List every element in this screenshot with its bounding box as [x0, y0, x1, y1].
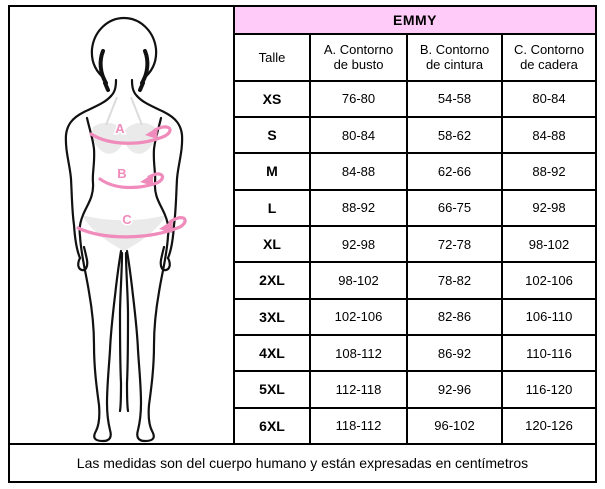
waist-cell: 66-75	[407, 190, 502, 226]
hip-cell: 92-98	[502, 190, 596, 226]
column-header-hip-line1: C. Contorno	[513, 41, 585, 57]
bust-cell: 108-112	[310, 335, 407, 371]
hip-cell: 84-88	[502, 117, 596, 153]
hip-label: C	[122, 212, 132, 227]
waist-cell: 54-58	[407, 81, 502, 117]
size-cell: 4XL	[234, 335, 310, 371]
bust-label: A	[115, 121, 125, 136]
column-header-waist-line1: B. Contorno	[419, 41, 490, 57]
waist-arrow-icon	[100, 174, 163, 188]
size-chart-table	[8, 5, 597, 483]
measurements-footnote: Las medidas son del cuerpo humano y están expresadas en centímetros	[9, 444, 596, 482]
bust-cell: 102-106	[310, 299, 407, 335]
column-header-size: Talle	[234, 34, 310, 80]
bust-cell: 112-118	[310, 371, 407, 407]
hip-cell: 88-92	[502, 153, 596, 189]
size-cell: M	[234, 153, 310, 189]
waist-cell: 62-66	[407, 153, 502, 189]
column-header-waist-line2: de cintura	[425, 57, 484, 73]
size-cell: 5XL	[234, 371, 310, 407]
waist-cell: 58-62	[407, 117, 502, 153]
hip-cell: 98-102	[502, 226, 596, 262]
bust-cell: 92-98	[310, 226, 407, 262]
waist-cell: 86-92	[407, 335, 502, 371]
waist-cell: 92-96	[407, 371, 502, 407]
column-header-bust	[310, 34, 407, 80]
brand-title: EMMY	[234, 6, 596, 34]
hip-cell: 116-120	[502, 371, 596, 407]
bust-cell: 98-102	[310, 262, 407, 298]
size-cell: S	[234, 117, 310, 153]
waist-cell: 96-102	[407, 408, 502, 444]
waist-label: B	[117, 166, 127, 181]
figure-illustration	[10, 7, 233, 443]
hip-cell: 120-126	[502, 408, 596, 444]
column-header-hip	[502, 34, 596, 80]
size-cell: XL	[234, 226, 310, 262]
size-cell: 2XL	[234, 262, 310, 298]
bust-cell: 88-92	[310, 190, 407, 226]
column-header-waist	[407, 34, 502, 80]
hip-cell: 80-84	[502, 81, 596, 117]
size-cell: XS	[234, 81, 310, 117]
bust-cell: 76-80	[310, 81, 407, 117]
hip-cell: 110-116	[502, 335, 596, 371]
waist-cell: 82-86	[407, 299, 502, 335]
bust-cell: 80-84	[310, 117, 407, 153]
waist-cell: 72-78	[407, 226, 502, 262]
size-cell: 3XL	[234, 299, 310, 335]
female-silhouette-icon	[10, 7, 233, 443]
waist-arrowhead-icon	[140, 174, 153, 186]
hip-cell: 106-110	[502, 299, 596, 335]
hip-cell: 102-106	[502, 262, 596, 298]
size-cell: 6XL	[234, 408, 310, 444]
column-header-bust-line2: de busto	[333, 57, 384, 73]
size-cell: L	[234, 190, 310, 226]
waist-cell: 78-82	[407, 262, 502, 298]
bust-cell: 118-112	[310, 408, 407, 444]
body-measurement-figure	[9, 6, 234, 444]
column-header-bust-line1: A. Contorno	[323, 41, 394, 57]
bust-cell: 84-88	[310, 153, 407, 189]
column-header-hip-line2: de cadera	[520, 57, 578, 73]
